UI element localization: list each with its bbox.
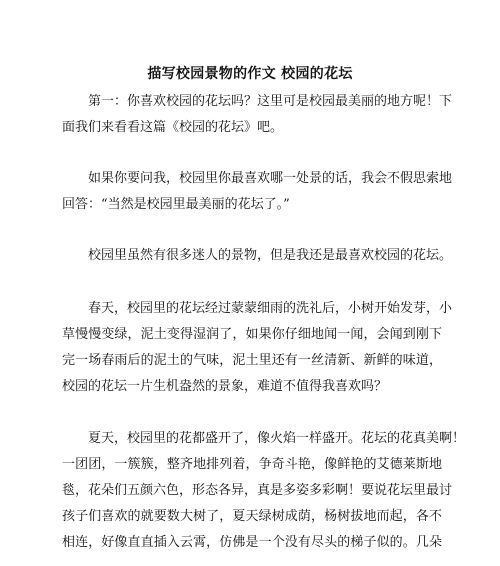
paragraph-line: 相连，好像直直插入云霄，仿佛是一个没有尽头的梯子似的。几朵: [62, 535, 442, 550]
paragraph-line: 面我们来看看这篇《校园的花坛》吧。: [62, 120, 284, 135]
paragraph-3: [62, 243, 453, 269]
paragraph-line: 毯，花朵们五颜六色，形态各异，真是多姿多彩啊！要说花坛里最讨: [62, 483, 453, 498]
paragraph-line: 校园的花坛一片生机盎然的景象，难道不值得我喜欢吗？: [62, 379, 388, 394]
paragraph-line: 孩子们喜欢的就要数大树了，夏天绿树成荫，杨树拔地而起，各不: [62, 509, 442, 524]
paragraph-2: [62, 166, 453, 218]
paragraph-4: [62, 296, 453, 400]
document-title: 描写校园景物的作文 校园的花坛: [147, 66, 353, 82]
paragraph-line: 一团团，一簇簇，整齐地排列着，争奇斗艳，像鲜艳的艾德莱斯地: [62, 457, 442, 472]
paragraph-line: 完一场春雨后的泥土的气味，泥土里还有一丝清新、新鲜的味道，: [62, 353, 442, 368]
paragraph-line: 夏天，校园里的花都盛开了，像火焰一样盛开。花坛的花真美啊！: [88, 431, 466, 446]
paragraph-1: [62, 89, 453, 141]
paragraph-line: 春天，校园里的花坛经过蒙蒙细雨的洗礼后，小树开始发芽，小: [88, 301, 453, 316]
paragraph-line: 草慢慢变绿，泥土变得湿润了，如果你仔细地闻一闻，会闻到刚下: [62, 327, 442, 342]
paragraph-line: 如果你要问我，校园里你最喜欢哪一处景的话，我会不假思索地: [88, 171, 453, 186]
paragraph-line: 第一：你喜欢校园的花坛吗？这里可是校园最美丽的地方呢！下: [88, 94, 453, 109]
paragraph-5: [62, 426, 466, 556]
paragraph-line: 校园里虽然有很多迷人的景物，但是我还是最喜欢校园的花坛。: [88, 248, 453, 263]
paragraph-line: 回答：“当然是校园里最美丽的花坛了。”: [62, 197, 290, 212]
